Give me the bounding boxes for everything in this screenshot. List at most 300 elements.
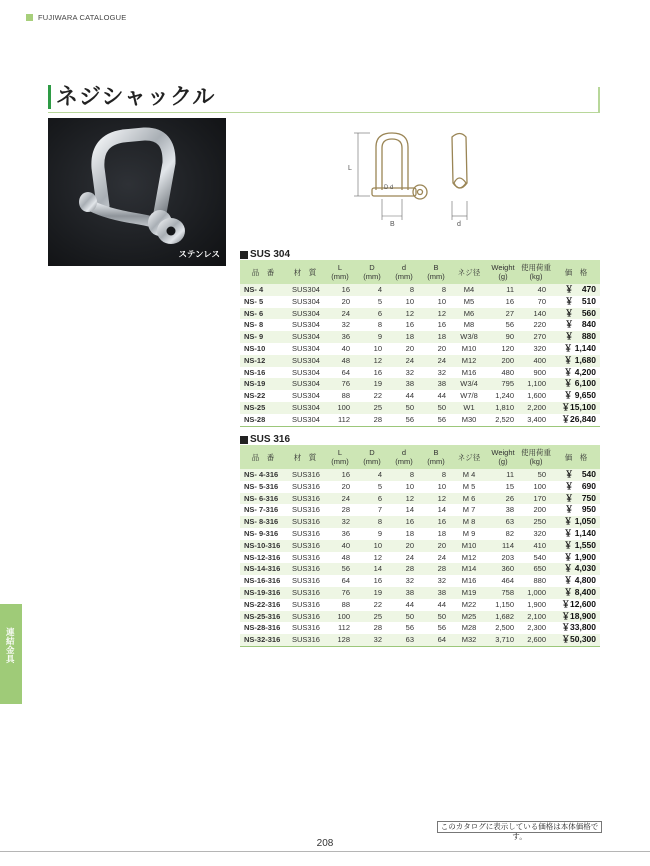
cell-working-load: 270 bbox=[520, 331, 552, 343]
cell-width-b: 12 bbox=[420, 493, 452, 505]
cell-diameter-d: 22 bbox=[356, 599, 388, 611]
cell-length-l: 128 bbox=[324, 634, 356, 646]
cell-part-number: NS-12-316 bbox=[240, 552, 286, 564]
cell-diameter-d: 16 bbox=[356, 575, 388, 587]
cell-part-number: NS-19-316 bbox=[240, 587, 286, 599]
cell-part-number: NS- 4 bbox=[240, 284, 286, 296]
cell-width-b: 14 bbox=[420, 504, 452, 516]
column-header-part-number: 品 番 bbox=[240, 260, 286, 284]
cell-thread-size: M16 bbox=[452, 367, 486, 379]
page-footer-rule bbox=[0, 851, 650, 852]
cell-diameter-d-small: 18 bbox=[388, 528, 420, 540]
cell-material: SUS316 bbox=[286, 469, 324, 481]
cell-material: SUS316 bbox=[286, 493, 324, 505]
table-row bbox=[240, 504, 600, 516]
cell-length-l: 40 bbox=[324, 540, 356, 552]
cell-diameter-d-small: 44 bbox=[388, 599, 420, 611]
cell-length-l: 48 bbox=[324, 355, 356, 367]
cell-price: ￥ 880 bbox=[552, 331, 600, 343]
price-note: このカタログに表示している価格は本体価格です。 bbox=[437, 821, 602, 833]
cell-diameter-d-small: 38 bbox=[388, 587, 420, 599]
cell-diameter-d: 8 bbox=[356, 516, 388, 528]
cell-working-load: 400 bbox=[520, 355, 552, 367]
cell-thread-size: M 6 bbox=[452, 493, 486, 505]
section-title-text: SUS 316 bbox=[250, 434, 291, 445]
cell-working-load: 50 bbox=[520, 469, 552, 481]
shackle-dimension-diagram bbox=[340, 125, 490, 230]
cell-diameter-d: 32 bbox=[356, 634, 388, 646]
cell-working-load: 1,600 bbox=[520, 390, 552, 402]
cell-length-l: 16 bbox=[324, 284, 356, 296]
cell-length-l: 20 bbox=[324, 296, 356, 308]
cell-part-number: NS- 8 bbox=[240, 319, 286, 331]
cell-weight: 203 bbox=[486, 552, 520, 564]
cell-weight: 795 bbox=[486, 378, 520, 390]
cell-diameter-d-small: 56 bbox=[388, 414, 420, 426]
column-header-part-number: 品 番 bbox=[240, 445, 286, 469]
cell-diameter-d: 9 bbox=[356, 331, 388, 343]
cell-material: SUS316 bbox=[286, 552, 324, 564]
cell-thread-size: W3/4 bbox=[452, 378, 486, 390]
cell-working-load: 2,300 bbox=[520, 622, 552, 634]
cell-weight: 114 bbox=[486, 540, 520, 552]
cell-weight: 1,240 bbox=[486, 390, 520, 402]
cell-length-l: 100 bbox=[324, 611, 356, 623]
cell-length-l: 76 bbox=[324, 587, 356, 599]
cell-diameter-d: 9 bbox=[356, 528, 388, 540]
cell-material: SUS304 bbox=[286, 319, 324, 331]
cell-price: ￥ 4,200 bbox=[552, 367, 600, 379]
cell-weight: 15 bbox=[486, 481, 520, 493]
cell-price: ￥33,800 bbox=[552, 622, 600, 634]
cell-diameter-d: 8 bbox=[356, 319, 388, 331]
cell-material: SUS304 bbox=[286, 296, 324, 308]
cell-part-number: NS-16 bbox=[240, 367, 286, 379]
cell-diameter-d-small: 24 bbox=[388, 355, 420, 367]
cell-diameter-d: 28 bbox=[356, 414, 388, 426]
cell-working-load: 650 bbox=[520, 563, 552, 575]
cell-part-number: NS- 6-316 bbox=[240, 493, 286, 505]
cell-material: SUS316 bbox=[286, 611, 324, 623]
side-category-label: 連結金具 bbox=[6, 627, 15, 664]
cell-width-b: 50 bbox=[420, 611, 452, 623]
cell-thread-size: M19 bbox=[452, 587, 486, 599]
column-header-material: 材 質 bbox=[286, 445, 324, 469]
cell-price: ￥ 4,030 bbox=[552, 563, 600, 575]
cell-diameter-d: 7 bbox=[356, 504, 388, 516]
cell-thread-size: M10 bbox=[452, 343, 486, 355]
spec-table-sus304 bbox=[240, 260, 600, 427]
table-row bbox=[240, 552, 600, 564]
cell-diameter-d: 4 bbox=[356, 284, 388, 296]
table-row bbox=[240, 402, 600, 414]
cell-diameter-d: 25 bbox=[356, 402, 388, 414]
cell-weight: 2,500 bbox=[486, 622, 520, 634]
cell-diameter-d: 10 bbox=[356, 540, 388, 552]
title-underline bbox=[48, 112, 600, 113]
cell-thread-size: M25 bbox=[452, 611, 486, 623]
cell-working-load: 1,100 bbox=[520, 378, 552, 390]
cell-weight: 16 bbox=[486, 296, 520, 308]
cell-material: SUS304 bbox=[286, 378, 324, 390]
cell-weight: 11 bbox=[486, 469, 520, 481]
cell-weight: 120 bbox=[486, 343, 520, 355]
cell-width-b: 50 bbox=[420, 402, 452, 414]
cell-part-number: NS-16-316 bbox=[240, 575, 286, 587]
cell-part-number: NS-10-316 bbox=[240, 540, 286, 552]
cell-weight: 38 bbox=[486, 504, 520, 516]
cell-width-b: 8 bbox=[420, 284, 452, 296]
cell-price: ￥ 8,400 bbox=[552, 587, 600, 599]
cell-material: SUS304 bbox=[286, 284, 324, 296]
cell-length-l: 112 bbox=[324, 414, 356, 426]
cell-thread-size: M4 bbox=[452, 284, 486, 296]
cell-diameter-d-small: 8 bbox=[388, 469, 420, 481]
cell-thread-size: M 8 bbox=[452, 516, 486, 528]
table-row bbox=[240, 284, 600, 296]
cell-working-load: 410 bbox=[520, 540, 552, 552]
cell-diameter-d-small: 63 bbox=[388, 634, 420, 646]
cell-diameter-d-small: 18 bbox=[388, 331, 420, 343]
cell-length-l: 32 bbox=[324, 319, 356, 331]
cell-width-b: 28 bbox=[420, 563, 452, 575]
cell-part-number: NS-28 bbox=[240, 414, 286, 426]
cell-diameter-d: 12 bbox=[356, 552, 388, 564]
cell-material: SUS304 bbox=[286, 308, 324, 320]
table-row bbox=[240, 516, 600, 528]
cell-diameter-d: 14 bbox=[356, 563, 388, 575]
cell-part-number: NS-19 bbox=[240, 378, 286, 390]
table-row bbox=[240, 414, 600, 426]
cell-diameter-d-small: 28 bbox=[388, 563, 420, 575]
cell-price: ￥ 6,100 bbox=[552, 378, 600, 390]
cell-length-l: 24 bbox=[324, 493, 356, 505]
cell-thread-size: M16 bbox=[452, 575, 486, 587]
cell-weight: 1,682 bbox=[486, 611, 520, 623]
cell-part-number: NS-22-316 bbox=[240, 599, 286, 611]
diagram-label-D: D bbox=[384, 185, 389, 191]
column-header-thread-size: ネジ径 bbox=[452, 445, 486, 469]
cell-material: SUS304 bbox=[286, 367, 324, 379]
cell-width-b: 44 bbox=[420, 599, 452, 611]
cell-weight: 11 bbox=[486, 284, 520, 296]
column-header-weight: Weight (g) bbox=[486, 260, 520, 284]
table-row bbox=[240, 367, 600, 379]
cell-material: SUS304 bbox=[286, 343, 324, 355]
cell-working-load: 250 bbox=[520, 516, 552, 528]
cell-material: SUS304 bbox=[286, 355, 324, 367]
column-header-price: 価 格 bbox=[552, 445, 600, 469]
photo-caption: ステンレス bbox=[178, 249, 220, 259]
cell-width-b: 20 bbox=[420, 343, 452, 355]
cell-part-number: NS-25-316 bbox=[240, 611, 286, 623]
cell-working-load: 1,900 bbox=[520, 599, 552, 611]
cell-price: ￥ 1,550 bbox=[552, 540, 600, 552]
cell-length-l: 112 bbox=[324, 622, 356, 634]
cell-width-b: 56 bbox=[420, 414, 452, 426]
cell-part-number: NS-12 bbox=[240, 355, 286, 367]
cell-diameter-d-small: 32 bbox=[388, 367, 420, 379]
cell-price: ￥ 690 bbox=[552, 481, 600, 493]
cell-length-l: 36 bbox=[324, 331, 356, 343]
column-header-thread-size: ネジ径 bbox=[452, 260, 486, 284]
table-row bbox=[240, 493, 600, 505]
cell-price: ￥ 470 bbox=[552, 284, 600, 296]
cell-weight: 464 bbox=[486, 575, 520, 587]
cell-part-number: NS-28-316 bbox=[240, 622, 286, 634]
cell-width-b: 38 bbox=[420, 587, 452, 599]
cell-part-number: NS-25 bbox=[240, 402, 286, 414]
cell-thread-size: M6 bbox=[452, 308, 486, 320]
cell-working-load: 2,200 bbox=[520, 402, 552, 414]
cell-part-number: NS- 9-316 bbox=[240, 528, 286, 540]
cell-working-load: 170 bbox=[520, 493, 552, 505]
cell-width-b: 32 bbox=[420, 575, 452, 587]
cell-weight: 2,520 bbox=[486, 414, 520, 426]
cell-width-b: 24 bbox=[420, 355, 452, 367]
cell-diameter-d: 4 bbox=[356, 469, 388, 481]
cell-working-load: 200 bbox=[520, 504, 552, 516]
cell-material: SUS316 bbox=[286, 622, 324, 634]
spec-table-sus316 bbox=[240, 445, 600, 647]
cell-width-b: 24 bbox=[420, 552, 452, 564]
cell-diameter-d-small: 16 bbox=[388, 516, 420, 528]
cell-width-b: 56 bbox=[420, 622, 452, 634]
table-row bbox=[240, 319, 600, 331]
shackle-photo-illustration bbox=[48, 118, 226, 266]
section-title-text: SUS 304 bbox=[250, 249, 291, 260]
cell-length-l: 28 bbox=[324, 504, 356, 516]
cell-weight: 1,150 bbox=[486, 599, 520, 611]
cell-material: SUS316 bbox=[286, 587, 324, 599]
cell-part-number: NS-32-316 bbox=[240, 634, 286, 646]
cell-material: SUS304 bbox=[286, 402, 324, 414]
column-header-width-b: B (mm) bbox=[420, 445, 452, 469]
column-header-diameter-d: D (mm) bbox=[356, 260, 388, 284]
cell-part-number: NS- 9 bbox=[240, 331, 286, 343]
table-row bbox=[240, 611, 600, 623]
cell-part-number: NS-10 bbox=[240, 343, 286, 355]
diagram-label-d: d bbox=[457, 221, 461, 228]
cell-width-b: 44 bbox=[420, 390, 452, 402]
diagram-label-B: B bbox=[390, 221, 395, 228]
cell-length-l: 88 bbox=[324, 599, 356, 611]
cell-weight: 56 bbox=[486, 319, 520, 331]
table-row bbox=[240, 634, 600, 646]
table-row bbox=[240, 481, 600, 493]
cell-thread-size: M28 bbox=[452, 622, 486, 634]
cell-price: ￥ 540 bbox=[552, 469, 600, 481]
table-row bbox=[240, 296, 600, 308]
cell-price: ￥15,100 bbox=[552, 402, 600, 414]
cell-weight: 3,710 bbox=[486, 634, 520, 646]
cell-length-l: 36 bbox=[324, 528, 356, 540]
cell-weight: 200 bbox=[486, 355, 520, 367]
table-row bbox=[240, 622, 600, 634]
cell-thread-size: W1 bbox=[452, 402, 486, 414]
cell-material: SUS316 bbox=[286, 540, 324, 552]
column-header-price: 価 格 bbox=[552, 260, 600, 284]
cell-diameter-d-small: 12 bbox=[388, 493, 420, 505]
cell-price: ￥ 9,650 bbox=[552, 390, 600, 402]
cell-material: SUS304 bbox=[286, 414, 324, 426]
cell-thread-size: M12 bbox=[452, 355, 486, 367]
cell-diameter-d-small: 50 bbox=[388, 402, 420, 414]
cell-diameter-d: 5 bbox=[356, 296, 388, 308]
cell-thread-size: M 9 bbox=[452, 528, 486, 540]
cell-diameter-d: 10 bbox=[356, 343, 388, 355]
cell-thread-size: M12 bbox=[452, 552, 486, 564]
cell-price: ￥ 1,680 bbox=[552, 355, 600, 367]
cell-price: ￥ 560 bbox=[552, 308, 600, 320]
cell-width-b: 10 bbox=[420, 481, 452, 493]
cell-part-number: NS-22 bbox=[240, 390, 286, 402]
cell-material: SUS316 bbox=[286, 563, 324, 575]
cell-part-number: NS- 5 bbox=[240, 296, 286, 308]
table-row bbox=[240, 528, 600, 540]
cell-length-l: 24 bbox=[324, 308, 356, 320]
column-header-width-b: B (mm) bbox=[420, 260, 452, 284]
cell-diameter-d-small: 24 bbox=[388, 552, 420, 564]
cell-price: ￥ 750 bbox=[552, 493, 600, 505]
cell-diameter-d: 12 bbox=[356, 355, 388, 367]
cell-length-l: 64 bbox=[324, 575, 356, 587]
cell-thread-size: W3/8 bbox=[452, 331, 486, 343]
column-header-working-load: 使用荷重 (kg) bbox=[520, 445, 552, 469]
cell-part-number: NS- 5-316 bbox=[240, 481, 286, 493]
cell-part-number: NS- 8-316 bbox=[240, 516, 286, 528]
cell-thread-size: M8 bbox=[452, 319, 486, 331]
column-header-material: 材 質 bbox=[286, 260, 324, 284]
page-title-block bbox=[48, 84, 600, 110]
table-row bbox=[240, 378, 600, 390]
cell-price: ￥ 950 bbox=[552, 504, 600, 516]
diagram-label-d-inner: d bbox=[390, 185, 394, 191]
cell-diameter-d-small: 14 bbox=[388, 504, 420, 516]
catalogue-label: FUJIWARA CATALOGUE bbox=[38, 13, 127, 22]
cell-length-l: 32 bbox=[324, 516, 356, 528]
cell-weight: 63 bbox=[486, 516, 520, 528]
cell-part-number: NS- 4-316 bbox=[240, 469, 286, 481]
cell-diameter-d-small: 20 bbox=[388, 343, 420, 355]
cell-weight: 26 bbox=[486, 493, 520, 505]
cell-weight: 27 bbox=[486, 308, 520, 320]
cell-width-b: 18 bbox=[420, 528, 452, 540]
catalogue-header bbox=[26, 13, 126, 22]
cell-diameter-d-small: 16 bbox=[388, 319, 420, 331]
cell-diameter-d-small: 12 bbox=[388, 308, 420, 320]
table-row bbox=[240, 575, 600, 587]
cell-price: ￥ 1,140 bbox=[552, 528, 600, 540]
cell-material: SUS304 bbox=[286, 390, 324, 402]
catalogue-mark-icon bbox=[26, 14, 33, 21]
table-row bbox=[240, 390, 600, 402]
cell-price: ￥ 510 bbox=[552, 296, 600, 308]
cell-working-load: 2,600 bbox=[520, 634, 552, 646]
cell-working-load: 70 bbox=[520, 296, 552, 308]
cell-diameter-d: 5 bbox=[356, 481, 388, 493]
diagram-label-L: L bbox=[348, 165, 352, 172]
cell-width-b: 32 bbox=[420, 367, 452, 379]
cell-width-b: 12 bbox=[420, 308, 452, 320]
cell-part-number: NS-14-316 bbox=[240, 563, 286, 575]
cell-thread-size: M10 bbox=[452, 540, 486, 552]
cell-width-b: 8 bbox=[420, 469, 452, 481]
cell-thread-size: M14 bbox=[452, 563, 486, 575]
cell-width-b: 16 bbox=[420, 516, 452, 528]
page-number: 208 bbox=[316, 838, 334, 849]
table-row bbox=[240, 331, 600, 343]
column-header-length-l: L (mm) bbox=[324, 260, 356, 284]
cell-weight: 360 bbox=[486, 563, 520, 575]
cell-diameter-d: 16 bbox=[356, 367, 388, 379]
section-square-icon bbox=[240, 436, 248, 444]
cell-working-load: 880 bbox=[520, 575, 552, 587]
product-photo bbox=[48, 118, 226, 266]
cell-thread-size: W7/8 bbox=[452, 390, 486, 402]
cell-working-load: 320 bbox=[520, 343, 552, 355]
cell-material: SUS316 bbox=[286, 599, 324, 611]
cell-price: ￥26,840 bbox=[552, 414, 600, 426]
cell-weight: 758 bbox=[486, 587, 520, 599]
cell-price: ￥ 4,800 bbox=[552, 575, 600, 587]
cell-price: ￥18,900 bbox=[552, 611, 600, 623]
cell-price: ￥12,600 bbox=[552, 599, 600, 611]
cell-working-load: 100 bbox=[520, 481, 552, 493]
cell-diameter-d: 28 bbox=[356, 622, 388, 634]
cell-working-load: 140 bbox=[520, 308, 552, 320]
cell-width-b: 18 bbox=[420, 331, 452, 343]
cell-width-b: 16 bbox=[420, 319, 452, 331]
column-header-length-l: L (mm) bbox=[324, 445, 356, 469]
cell-working-load: 320 bbox=[520, 528, 552, 540]
cell-working-load: 1,000 bbox=[520, 587, 552, 599]
cell-width-b: 38 bbox=[420, 378, 452, 390]
cell-width-b: 64 bbox=[420, 634, 452, 646]
table-row bbox=[240, 587, 600, 599]
cell-diameter-d-small: 32 bbox=[388, 575, 420, 587]
cell-diameter-d: 6 bbox=[356, 308, 388, 320]
cell-price: ￥ 840 bbox=[552, 319, 600, 331]
cell-width-b: 10 bbox=[420, 296, 452, 308]
cell-material: SUS304 bbox=[286, 331, 324, 343]
cell-diameter-d-small: 44 bbox=[388, 390, 420, 402]
cell-thread-size: M5 bbox=[452, 296, 486, 308]
cell-working-load: 3,400 bbox=[520, 414, 552, 426]
cell-length-l: 100 bbox=[324, 402, 356, 414]
cell-length-l: 48 bbox=[324, 552, 356, 564]
cell-diameter-d-small: 8 bbox=[388, 284, 420, 296]
cell-length-l: 76 bbox=[324, 378, 356, 390]
title-accent-bar bbox=[48, 85, 51, 109]
cell-length-l: 40 bbox=[324, 343, 356, 355]
cell-diameter-d: 6 bbox=[356, 493, 388, 505]
section-title-sus304 bbox=[240, 249, 290, 260]
cell-diameter-d-small: 10 bbox=[388, 296, 420, 308]
cell-material: SUS316 bbox=[286, 575, 324, 587]
cell-working-load: 220 bbox=[520, 319, 552, 331]
cell-material: SUS316 bbox=[286, 528, 324, 540]
table-row bbox=[240, 355, 600, 367]
cell-diameter-d-small: 10 bbox=[388, 481, 420, 493]
column-header-weight: Weight (g) bbox=[486, 445, 520, 469]
cell-diameter-d: 22 bbox=[356, 390, 388, 402]
section-title-sus316 bbox=[240, 434, 290, 445]
cell-part-number: NS- 6 bbox=[240, 308, 286, 320]
cell-price: ￥ 1,900 bbox=[552, 552, 600, 564]
cell-part-number: NS- 7-316 bbox=[240, 504, 286, 516]
table-row bbox=[240, 563, 600, 575]
